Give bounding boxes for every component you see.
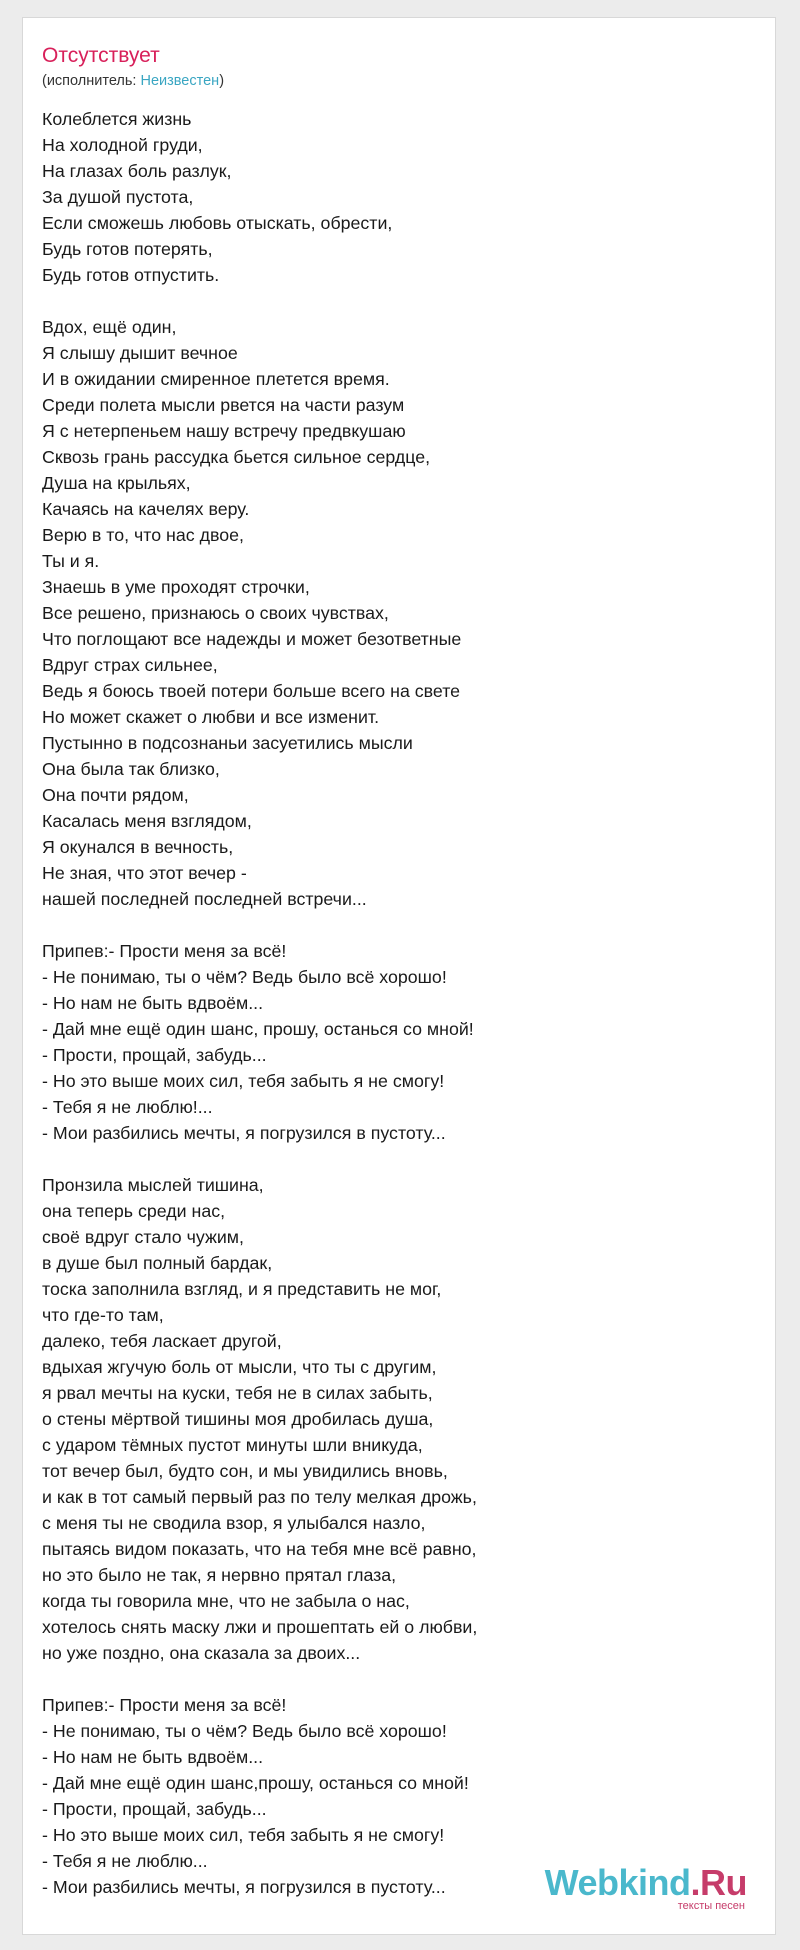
lyric-line: - Мои разбились мечты, я погрузился в пустоту... <box>42 1877 446 1897</box>
lyric-line: Душа на крыльях, <box>42 473 191 493</box>
lyric-line: тот вечер был, будто сон, и мы увидились вновь, <box>42 1461 448 1481</box>
lyric-line: Качаясь на качелях веру. <box>42 499 250 519</box>
lyric-line: вдыхая жгучую боль от мысли, что ты с другим, <box>42 1357 437 1377</box>
lyric-line: Будь готов отпустить. <box>42 265 220 285</box>
lyric-line: но это было не так, я нервно прятал глаза, <box>42 1565 397 1585</box>
lyric-line: - Но это выше моих сил, тебя забыть я не смогу! <box>42 1825 445 1845</box>
lyric-line: Ты и я. <box>42 551 100 571</box>
lyric-line: нашей последней последней встречи... <box>42 889 367 909</box>
lyric-line: Верю в то, что нас двое, <box>42 525 244 545</box>
logo-tld: .Ru <box>690 1862 747 1903</box>
lyric-line: Вдох, ещё один, <box>42 317 177 337</box>
artist-byline <box>42 72 224 90</box>
lyric-line: Если сможешь любовь отыскать, обрести, <box>42 213 393 233</box>
lyric-line: но уже поздно, она сказала за двоих... <box>42 1643 361 1663</box>
lyric-line: Пустынно в подсознаньи засуетились мысли <box>42 733 413 753</box>
lyric-line: Среди полета мысли рвется на части разум <box>42 395 405 415</box>
lyric-line: - Но нам не быть вдвоём... <box>42 993 264 1013</box>
lyric-line: - Тебя я не люблю!... <box>42 1097 213 1117</box>
lyric-line: Касалась меня взглядом, <box>42 811 252 831</box>
lyric-line: с меня ты не сводила взор, я улыбался назло, <box>42 1513 426 1533</box>
byline-prefix: (исполнитель: <box>42 73 141 89</box>
lyric-line: Знаешь в уме проходят строчки, <box>42 577 310 597</box>
lyric-line: Припев:- Прости меня за всё! <box>42 1695 287 1715</box>
lyric-line: Она была так близко, <box>42 759 220 779</box>
lyrics-text <box>42 106 742 1900</box>
lyric-line: хотелось снять маску лжи и прошептать ей о любви, <box>42 1617 478 1637</box>
lyric-line: На холодной груди, <box>42 135 203 155</box>
lyric-line: и как в тот самый первый раз по телу мелкая дрожь, <box>42 1487 477 1507</box>
lyric-line: когда ты говорила мне, что не забыла о нас, <box>42 1591 410 1611</box>
lyric-line: далеко, тебя ласкает другой, <box>42 1331 282 1351</box>
logo-name: Webkind <box>544 1862 691 1903</box>
lyric-line: Все решено, признаюсь о своих чувствах, <box>42 603 389 623</box>
lyric-line: - Дай мне ещё один шанс, прошу, останься со мной! <box>42 1019 474 1039</box>
lyric-line: о стены мёртвой тишины моя дробилась душа, <box>42 1409 434 1429</box>
song-title: Отсутствует <box>42 44 160 67</box>
lyric-line: Будь готов потерять, <box>42 239 213 259</box>
lyric-line: - Не понимаю, ты о чём? Ведь было всё хорошо! <box>42 967 447 987</box>
lyric-line: что где-то там, <box>42 1305 164 1325</box>
lyric-line: Сквозь грань рассудка бьется сильное сердце, <box>42 447 431 467</box>
lyric-line: На глазах боль разлук, <box>42 161 232 181</box>
lyric-line: - Не понимаю, ты о чём? Ведь было всё хорошо! <box>42 1721 447 1741</box>
lyric-line: Я слышу дышит вечное <box>42 343 238 363</box>
lyric-line: своё вдруг стало чужим, <box>42 1227 244 1247</box>
stanza-break <box>42 1666 742 1692</box>
lyric-line: тоска заполнила взгляд, и я представить не мог, <box>42 1279 442 1299</box>
logo-wordmark <box>545 1864 747 1902</box>
lyric-line: Ведь я боюсь твоей потери больше всего на свете <box>42 681 461 701</box>
lyric-line: с ударом тёмных пустот минуты шли вникуда, <box>42 1435 423 1455</box>
lyric-line: - Мои разбились мечты, я погрузился в пустоту... <box>42 1123 446 1143</box>
lyric-line: Колеблется жизнь <box>42 109 192 129</box>
byline-suffix: ) <box>219 73 225 89</box>
lyric-line: Но может скажет о любви и все изменит. <box>42 707 380 727</box>
lyric-line: Я с нетерпеньем нашу встречу предвкушаю <box>42 421 406 441</box>
lyric-line: - Прости, прощай, забудь... <box>42 1045 267 1065</box>
stanza-break <box>42 1146 742 1172</box>
lyric-line: - Дай мне ещё один шанс,прошу, останься со мной! <box>42 1773 469 1793</box>
lyric-line: она теперь среди нас, <box>42 1201 226 1221</box>
lyric-line: в душе был полный бардак, <box>42 1253 273 1273</box>
stanza-break <box>42 288 742 314</box>
stanza-break <box>42 912 742 938</box>
lyric-line: Она почти рядом, <box>42 785 189 805</box>
artist-link[interactable]: Неизвестен <box>140 73 220 89</box>
lyric-line: Вдруг страх сильнее, <box>42 655 218 675</box>
lyric-line: Припев:- Прости меня за всё! <box>42 941 287 961</box>
lyrics-card <box>22 17 776 1935</box>
lyric-line: Пронзила мыслей тишина, <box>42 1175 264 1195</box>
lyric-line: я рвал мечты на куски, тебя не в силах забыть, <box>42 1383 433 1403</box>
lyric-line: - Прости, прощай, забудь... <box>42 1799 267 1819</box>
lyric-line: Что поглощают все надежды и может безответные <box>42 629 462 649</box>
logo-tagline: тексты песен <box>677 1900 745 1912</box>
lyric-line: - Но это выше моих сил, тебя забыть я не смогу! <box>42 1071 445 1091</box>
lyric-line: - Тебя я не люблю... <box>42 1851 208 1871</box>
lyric-line: - Но нам не быть вдвоём... <box>42 1747 264 1767</box>
site-logo[interactable] <box>545 1864 747 1912</box>
lyric-line: И в ожидании смиренное плетется время. <box>42 369 390 389</box>
lyric-line: пытаясь видом показать, что на тебя мне всё равно, <box>42 1539 477 1559</box>
lyric-line: За душой пустота, <box>42 187 194 207</box>
lyric-line: Я окунался в вечность, <box>42 837 234 857</box>
lyric-line: Не зная, что этот вечер - <box>42 863 247 883</box>
